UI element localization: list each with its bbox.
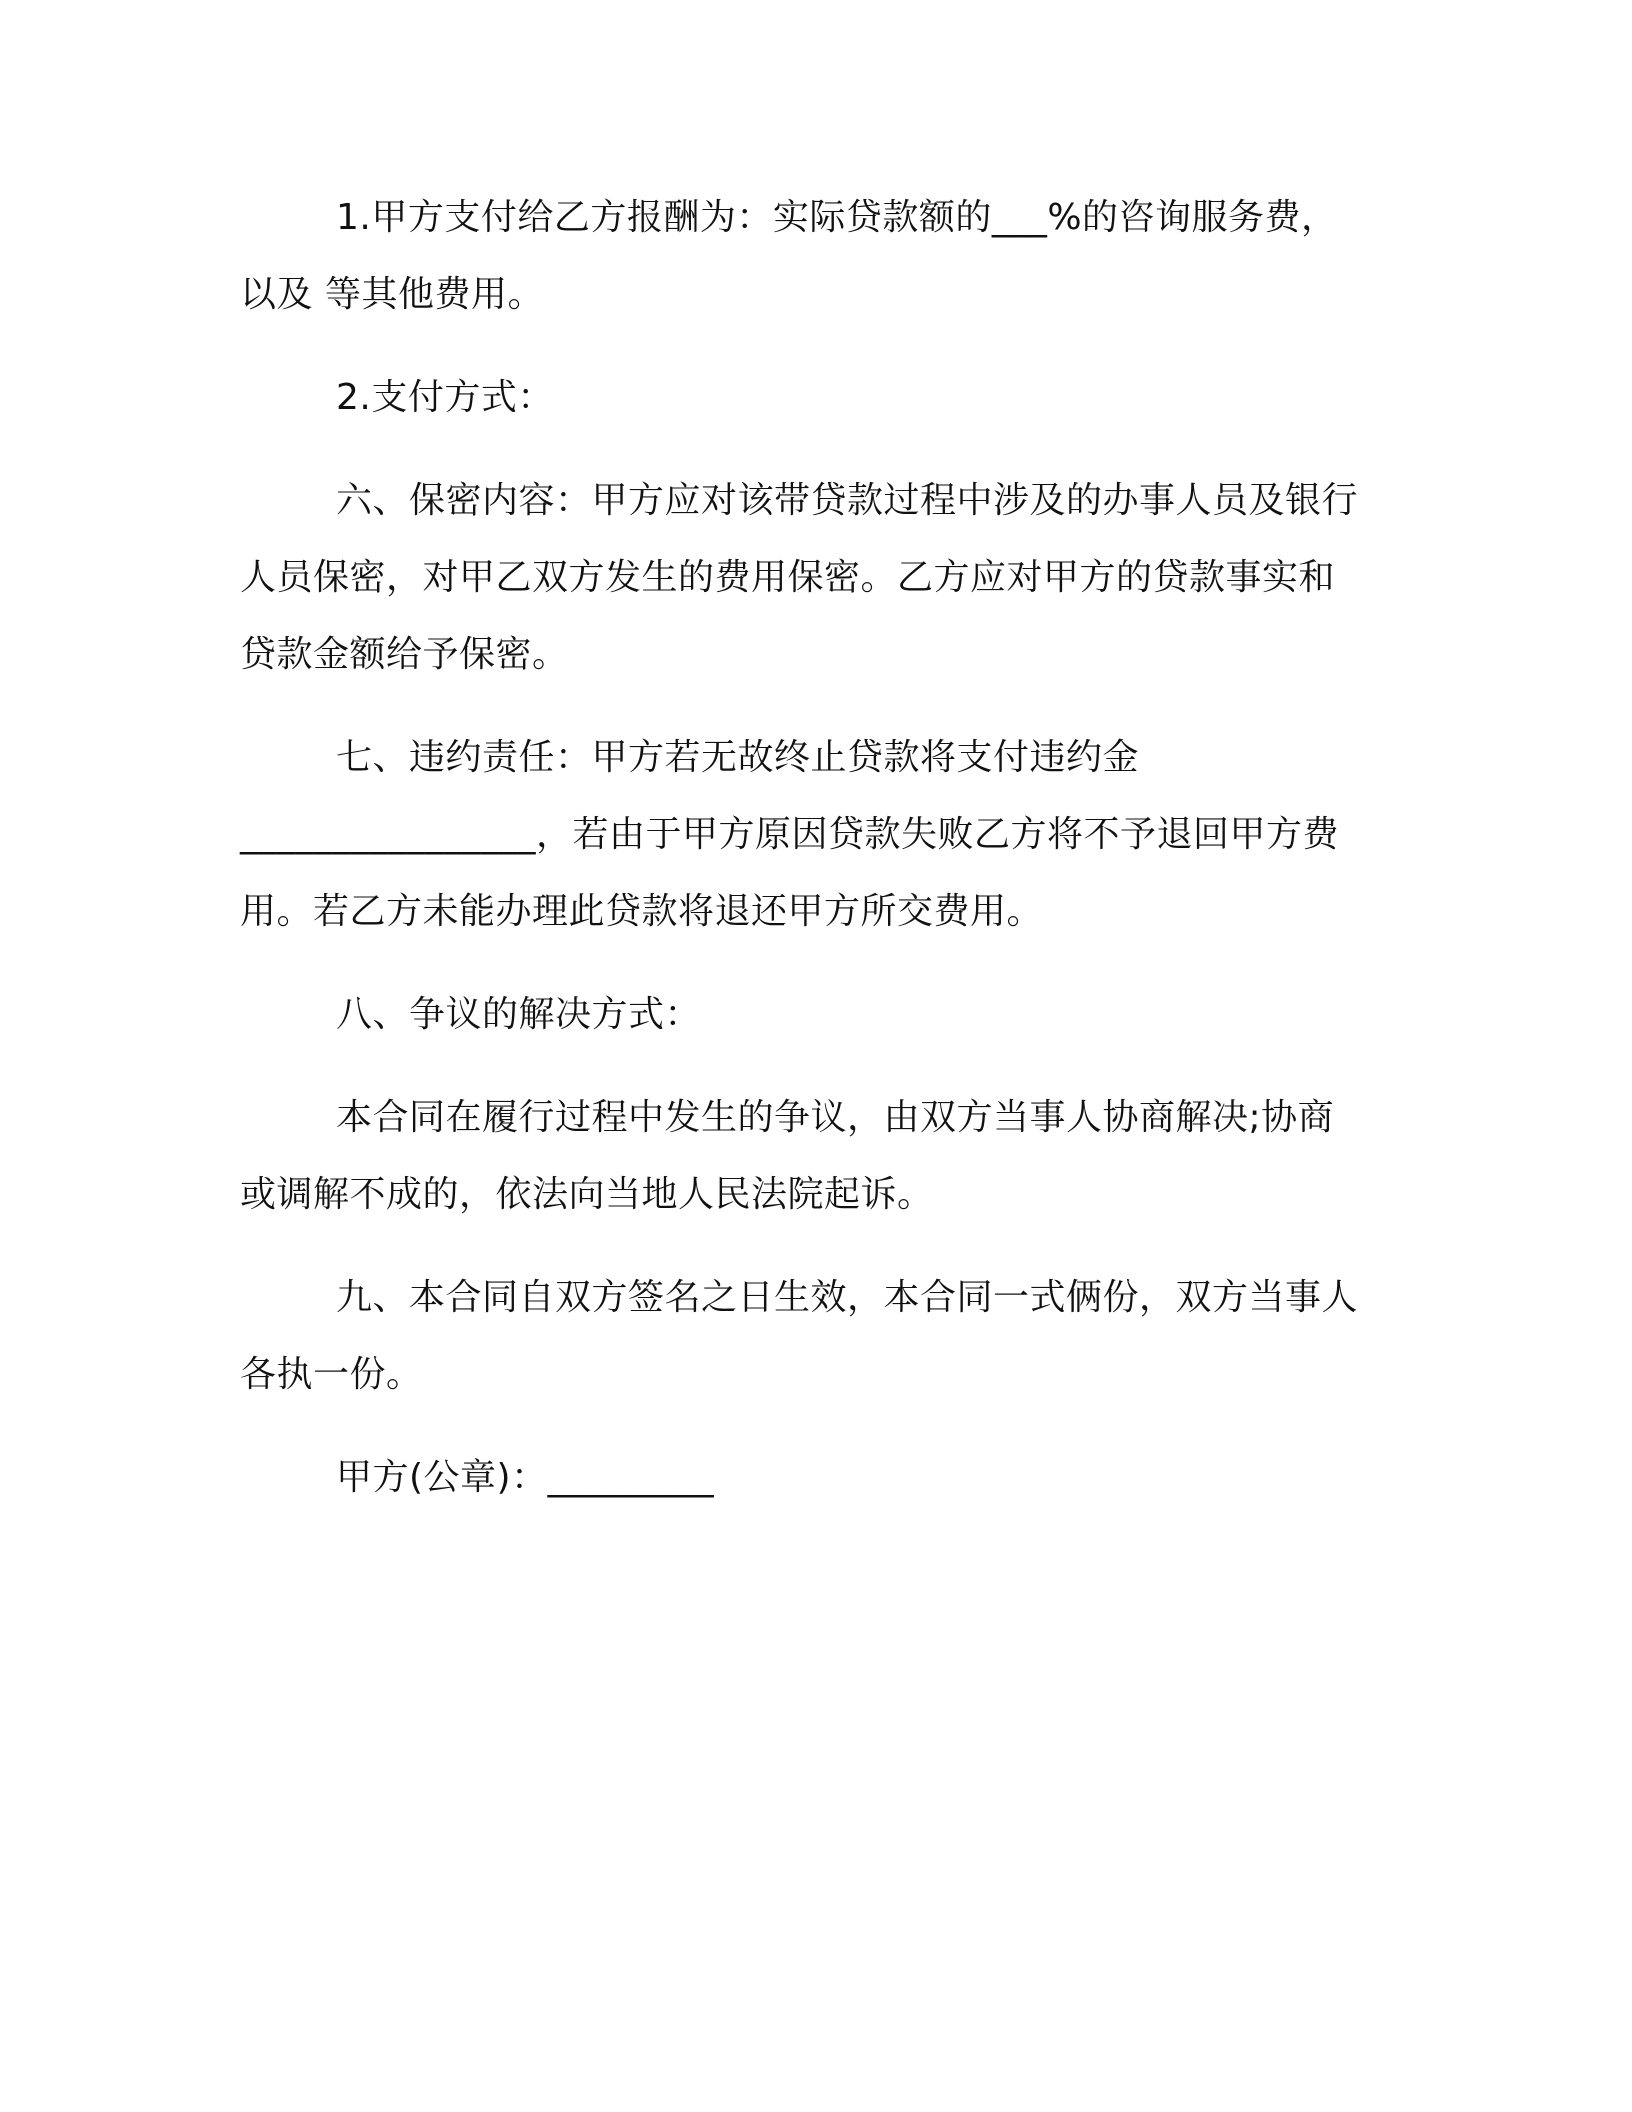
clause-6-line-3: 贷款金额给予保密。 <box>240 634 569 675</box>
party-a-signature-line: 甲方(公章)：_________ <box>336 1457 715 1498</box>
clause-1-line-2: 以及 等其他费用。 <box>240 274 544 315</box>
clause-6-line-2: 人员保密，对甲乙双方发生的费用保密。乙方应对甲方的贷款事实和 <box>240 557 1336 598</box>
clause-8-line-1: 本合同在履行过程中发生的争议，由双方当事人协商解决;协商 <box>336 1097 1335 1138</box>
clause-1-line-1: 1.甲方支付给乙方报酬为：实际贷款额的___%的咨询服务费， <box>336 197 1338 238</box>
clause-7-line-2: ________________，若由于甲方原因贷款失败乙方将不予退回甲方费 <box>240 814 1340 855</box>
clause-9-line-1: 九、本合同自双方签名之日生效，本合同一式俩份，双方当事人 <box>336 1277 1359 1318</box>
clause-8-line-2: 或调解不成的，依法向当地人民法院起诉。 <box>240 1174 934 1215</box>
clause-7-line-1: 七、违约责任：甲方若无故终止贷款将支付违约金 <box>336 737 1140 778</box>
clause-6-line-1: 六、保密内容：甲方应对该带贷款过程中涉及的办事人员及银行 <box>336 480 1359 521</box>
clause-2-line-1: 2.支付方式： <box>336 377 554 418</box>
clause-9-line-2: 各执一份。 <box>240 1354 423 1395</box>
clause-7-line-3: 用。若乙方未能办理此贷款将退还甲方所交费用。 <box>240 891 1044 932</box>
clause-8-heading: 八、争议的解决方式： <box>336 994 702 1035</box>
